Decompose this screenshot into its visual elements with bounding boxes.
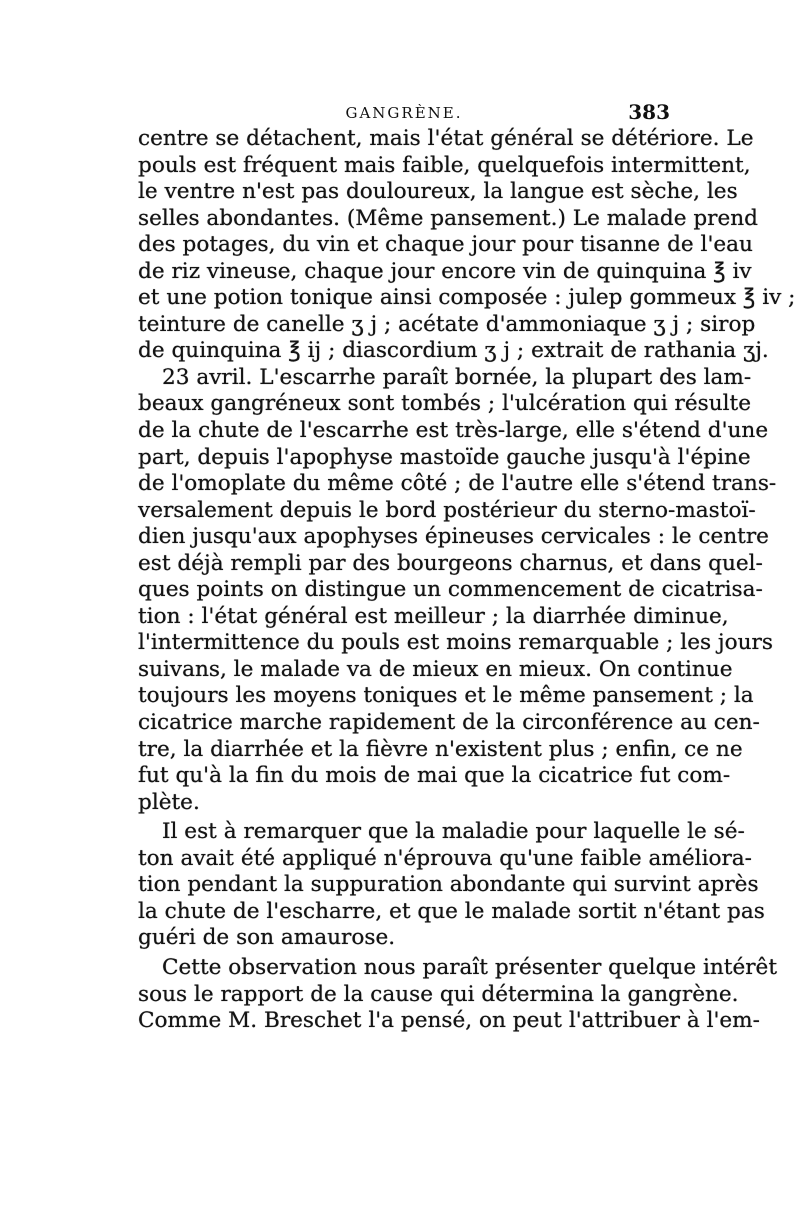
text-line: fut qu'à la fin du mois de mai que la cicatrice fut com- [138, 763, 731, 789]
text-line: teinture de canelle ʒ j ; acétate d'ammoniaque ʒ j ; sirop [138, 311, 756, 337]
text-line: est déjà rempli par des bourgeons charnus, et dans quel- [138, 550, 763, 576]
text-line: tre, la diarrhée et la fièvre n'existent plus ; enfin, ce ne [138, 736, 743, 762]
running-title: GANGRÈNE. [345, 104, 463, 122]
text-line: ton avait été appliqué n'éprouva qu'une faible améliora- [138, 845, 752, 871]
text-line: plète. [138, 789, 200, 815]
body-text [138, 126, 796, 1035]
text-line: sous le rapport de la cause qui détermina la gangrène. [138, 981, 739, 1007]
text-line: beaux gangréneux sont tombés ; l'ulcération qui résulte [138, 391, 751, 417]
text-line: dien jusqu'aux apophyses épineuses cervicales : le centre [138, 524, 769, 550]
page-number: 383 [628, 100, 670, 124]
text-line: le ventre n'est pas douloureux, la langue est sèche, les [138, 179, 738, 205]
text-line: pouls est fréquent mais faible, quelquefois intermittent, [138, 152, 751, 178]
text-line: ques points on distingue un commencement de cicatrisa- [138, 577, 763, 603]
text-line: tion : l'état général est meilleur ; la diarrhée diminue, [138, 603, 729, 629]
paragraph-4 [138, 954, 778, 1035]
text-line: de quinquina ℥ ij ; diascordium ʒ j ; extrait de rathania ʒj. [138, 338, 769, 364]
text-line: versalement depuis le bord postérieur du sterno-mastoï- [138, 497, 756, 523]
text-line: guéri de son amaurose. [138, 925, 396, 951]
text-line: la chute de l'escharre, et que le malade sortit n'étant pas [138, 898, 765, 924]
paragraph-2 [138, 364, 777, 816]
paragraph-3 [138, 819, 765, 952]
text-line: 23 avril. L'escarrhe paraît bornée, la plupart des lam- [162, 364, 752, 390]
text-line: l'intermittence du pouls est moins remarquable ; les jours [138, 630, 773, 656]
text-line: suivans, le malade va de mieux en mieux. On continue [138, 656, 733, 682]
text-line: et une potion tonique ainsi composée : julep gommeux ℥ iv ; [138, 285, 796, 311]
text-line: centre se détachent, mais l'état général se détériore. Le [138, 126, 754, 151]
text-line: de riz vineuse, chaque jour encore vin de quinquina ℥ iv [138, 258, 752, 284]
text-line: cicatrice marche rapidement de la circonférence au cen- [138, 710, 760, 736]
text-line: selles abondantes. (Même pansement.) Le malade prend [138, 205, 758, 231]
text-line: des potages, du vin et chaque jour pour tisanne de l'eau [138, 232, 753, 258]
text-line: part, depuis l'apophyse mastoïde gauche jusqu'à l'épine [138, 444, 751, 470]
paragraph-1 [138, 126, 796, 365]
text-line: toujours les moyens toniques et le même pansement ; la [138, 683, 754, 709]
text-line: de l'omoplate du même côté ; de l'autre elle s'étend trans- [138, 471, 777, 497]
text-line: Cette observation nous paraît présenter quelque intérêt [162, 954, 778, 980]
text-line: tion pendant la suppuration abondante qui survint après [138, 872, 759, 898]
text-line: Il est à remarquer que la maladie pour laquelle le sé- [162, 819, 745, 845]
text-line: Comme M. Breschet l'a pensé, on peut l'attribuer à l'em- [138, 1008, 760, 1034]
text-line: de la chute de l'escarrhe est très-large, elle s'étend d'une [138, 418, 769, 444]
